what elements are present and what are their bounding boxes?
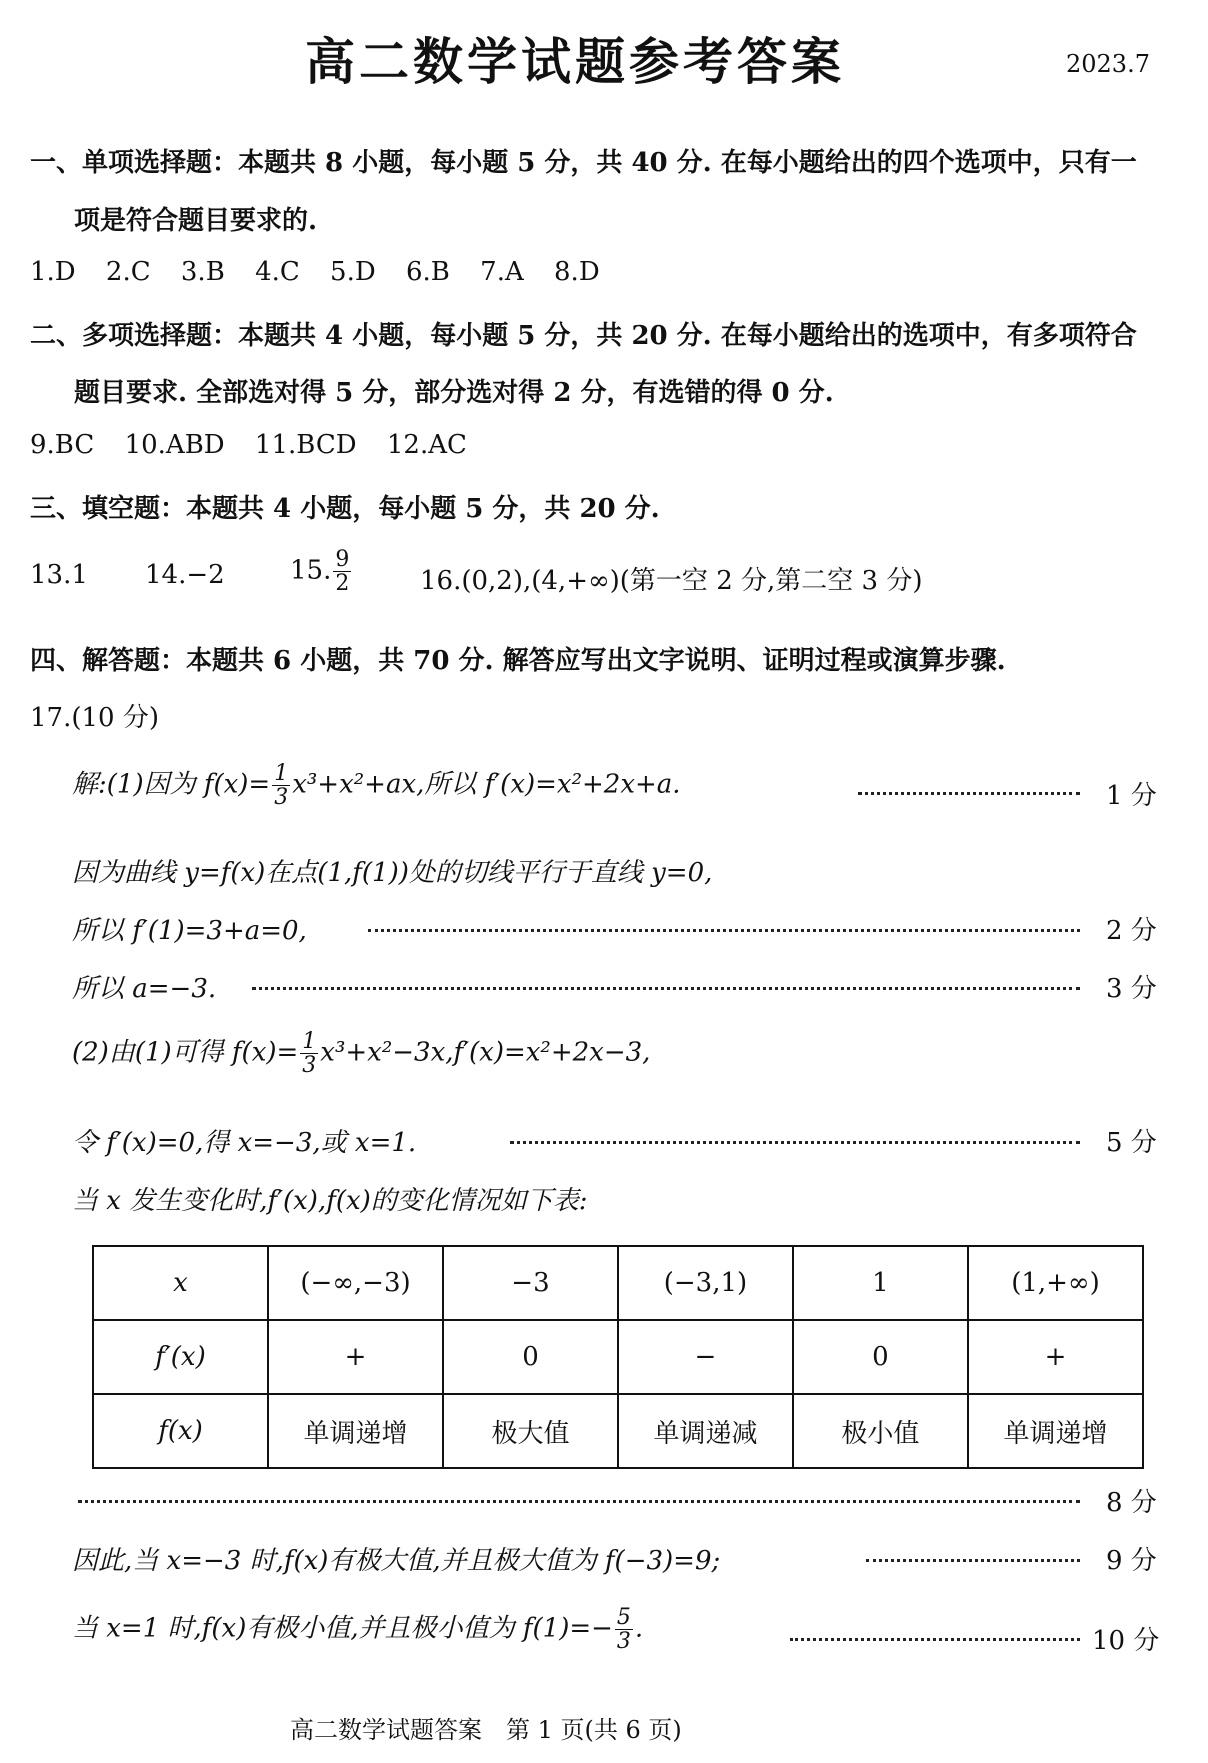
step-text: 当 x=1 时,f(x)有极小值,并且极小值为 f(1)=− xyxy=(72,1613,613,1644)
section1-heading-line1: 一、单项选择题：本题共 8 小题，每小题 5 分，共 40 分. 在每小题给出的四个选项中，只有一 xyxy=(30,148,1137,178)
section4-heading: 四、解答题：本题共 6 小题，共 70 分. 解答应写出文字说明、证明过程或演算步骤. xyxy=(30,646,1006,676)
table-cell: x xyxy=(93,1246,268,1320)
answer-item: 10.ABD xyxy=(124,430,225,460)
fraction-numerator: 9 xyxy=(335,547,350,572)
fraction-numerator: 1 xyxy=(274,761,289,786)
answer-item: 11.BCD xyxy=(254,430,357,460)
fraction xyxy=(272,762,290,809)
dot-leader xyxy=(368,929,1080,932)
solution-step-5 xyxy=(72,1030,650,1077)
score-8: 8 分 xyxy=(1106,1488,1157,1518)
answer-item: 3.B xyxy=(180,257,225,287)
step-text: x³+x²−3x,f′(x)=x²+2x−3, xyxy=(320,1037,651,1068)
section1-heading-line2: 项是符合题目要求的. xyxy=(74,206,318,236)
dot-leader xyxy=(866,1559,1080,1562)
solution-step-8: 因此,当 x=−3 时,f(x)有极大值,并且极大值为 f(−3)=9; xyxy=(72,1546,721,1576)
answer-14: 14.−2 xyxy=(145,560,225,590)
score-2: 2 分 xyxy=(1106,916,1157,946)
table-cell: f′(x) xyxy=(93,1320,268,1394)
fraction xyxy=(333,548,351,595)
fraction xyxy=(300,1030,318,1077)
answer-13: 13.1 xyxy=(30,560,88,590)
answer-item: 9.BC xyxy=(30,430,95,460)
date: 2023.7 xyxy=(1066,50,1150,78)
fraction-denominator: 3 xyxy=(302,1053,317,1079)
table-cell: 0 xyxy=(443,1320,618,1394)
step-text: . xyxy=(634,1613,644,1644)
table-row xyxy=(93,1394,1143,1468)
table-cell: 单调递增 xyxy=(968,1394,1143,1468)
answer-item: 7.A xyxy=(480,257,524,287)
answer-16: 16.(0,2),(4,+∞)(第一空 2 分,第二空 3 分) xyxy=(420,566,923,596)
section3-heading: 三、填空题：本题共 4 小题，每小题 5 分，共 20 分. xyxy=(30,494,660,524)
score-3: 3 分 xyxy=(1106,974,1157,1004)
answer-item: 2.C xyxy=(105,257,151,287)
step-text: (2)由(1)可得 f(x)= xyxy=(72,1037,299,1068)
fraction xyxy=(615,1606,633,1653)
solution-step-9 xyxy=(72,1606,643,1653)
page-title: 高二数学试题参考答案 xyxy=(305,32,845,91)
answer-item: 6.B xyxy=(405,257,450,287)
table-cell: − xyxy=(618,1320,793,1394)
score-5: 5 分 xyxy=(1106,1128,1157,1158)
table-cell: −3 xyxy=(443,1246,618,1320)
table-cell: + xyxy=(268,1320,443,1394)
fraction-numerator: 1 xyxy=(302,1029,317,1054)
table-cell: 极大值 xyxy=(443,1394,618,1468)
dot-leader xyxy=(252,987,1080,990)
dot-leader xyxy=(858,792,1080,795)
answer-item: 1.D xyxy=(30,257,76,287)
fraction-denominator: 3 xyxy=(616,1629,631,1655)
answer-item: 8.D xyxy=(554,257,600,287)
answer-15-prefix: 15. xyxy=(290,555,332,586)
answer-item: 5.D xyxy=(330,257,376,287)
solution-step-7: 当 x 发生变化时,f′(x),f(x)的变化情况如下表: xyxy=(72,1186,588,1216)
section1-answers xyxy=(30,257,622,287)
table-cell: 单调递减 xyxy=(618,1394,793,1468)
fraction-denominator: 2 xyxy=(335,571,350,597)
table-cell: (−3,1) xyxy=(618,1246,793,1320)
section2-heading-line1: 二、多项选择题：本题共 4 小题，每小题 5 分，共 20 分. 在每小题给出的选项中，有多项符合 xyxy=(30,321,1137,351)
table-row xyxy=(93,1246,1143,1320)
answer-item: 12.AC xyxy=(386,430,467,460)
solution-step-4: 所以 a=−3. xyxy=(72,974,217,1004)
solution-step-1 xyxy=(72,762,681,809)
table-cell: (1,+∞) xyxy=(968,1246,1143,1320)
solution-step-6: 令 f′(x)=0,得 x=−3,或 x=1. xyxy=(72,1128,417,1158)
solution-step-2: 因为曲线 y=f(x)在点(1,f(1))处的切线平行于直线 y=0, xyxy=(72,858,713,888)
section2-answers xyxy=(30,430,489,460)
dot-leader xyxy=(510,1141,1080,1144)
fraction-numerator: 5 xyxy=(616,1605,631,1630)
dot-leader xyxy=(790,1638,1080,1641)
fraction-denominator: 3 xyxy=(274,785,289,811)
step-text: x³+x²+ax,所以 f′(x)=x²+2x+a. xyxy=(292,769,681,800)
table-cell: 0 xyxy=(793,1320,968,1394)
score-10: 10 分 xyxy=(1092,1626,1160,1656)
answer-item: 4.C xyxy=(255,257,300,287)
table-cell: f(x) xyxy=(93,1394,268,1468)
step-text: 解:(1)因为 f(x)= xyxy=(72,769,271,800)
table-cell: 极小值 xyxy=(793,1394,968,1468)
table-cell: + xyxy=(968,1320,1143,1394)
question-17-title: 17.(10 分) xyxy=(30,703,159,733)
solution-step-3: 所以 f′(1)=3+a=0, xyxy=(72,916,307,946)
variation-table xyxy=(92,1245,1144,1469)
table-cell: 1 xyxy=(793,1246,968,1320)
dot-leader xyxy=(78,1500,1080,1503)
page-footer: 高二数学试题答案 第 1 页(共 6 页) xyxy=(290,1716,682,1744)
table-cell: 单调递增 xyxy=(268,1394,443,1468)
section2-heading-line2: 题目要求. 全部选对得 5 分，部分选对得 2 分，有选错的得 0 分. xyxy=(74,378,834,408)
score-9: 9 分 xyxy=(1106,1546,1157,1576)
table-row xyxy=(93,1320,1143,1394)
answer-15 xyxy=(290,548,353,595)
table-cell: (−∞,−3) xyxy=(268,1246,443,1320)
score-1: 1 分 xyxy=(1106,781,1157,811)
